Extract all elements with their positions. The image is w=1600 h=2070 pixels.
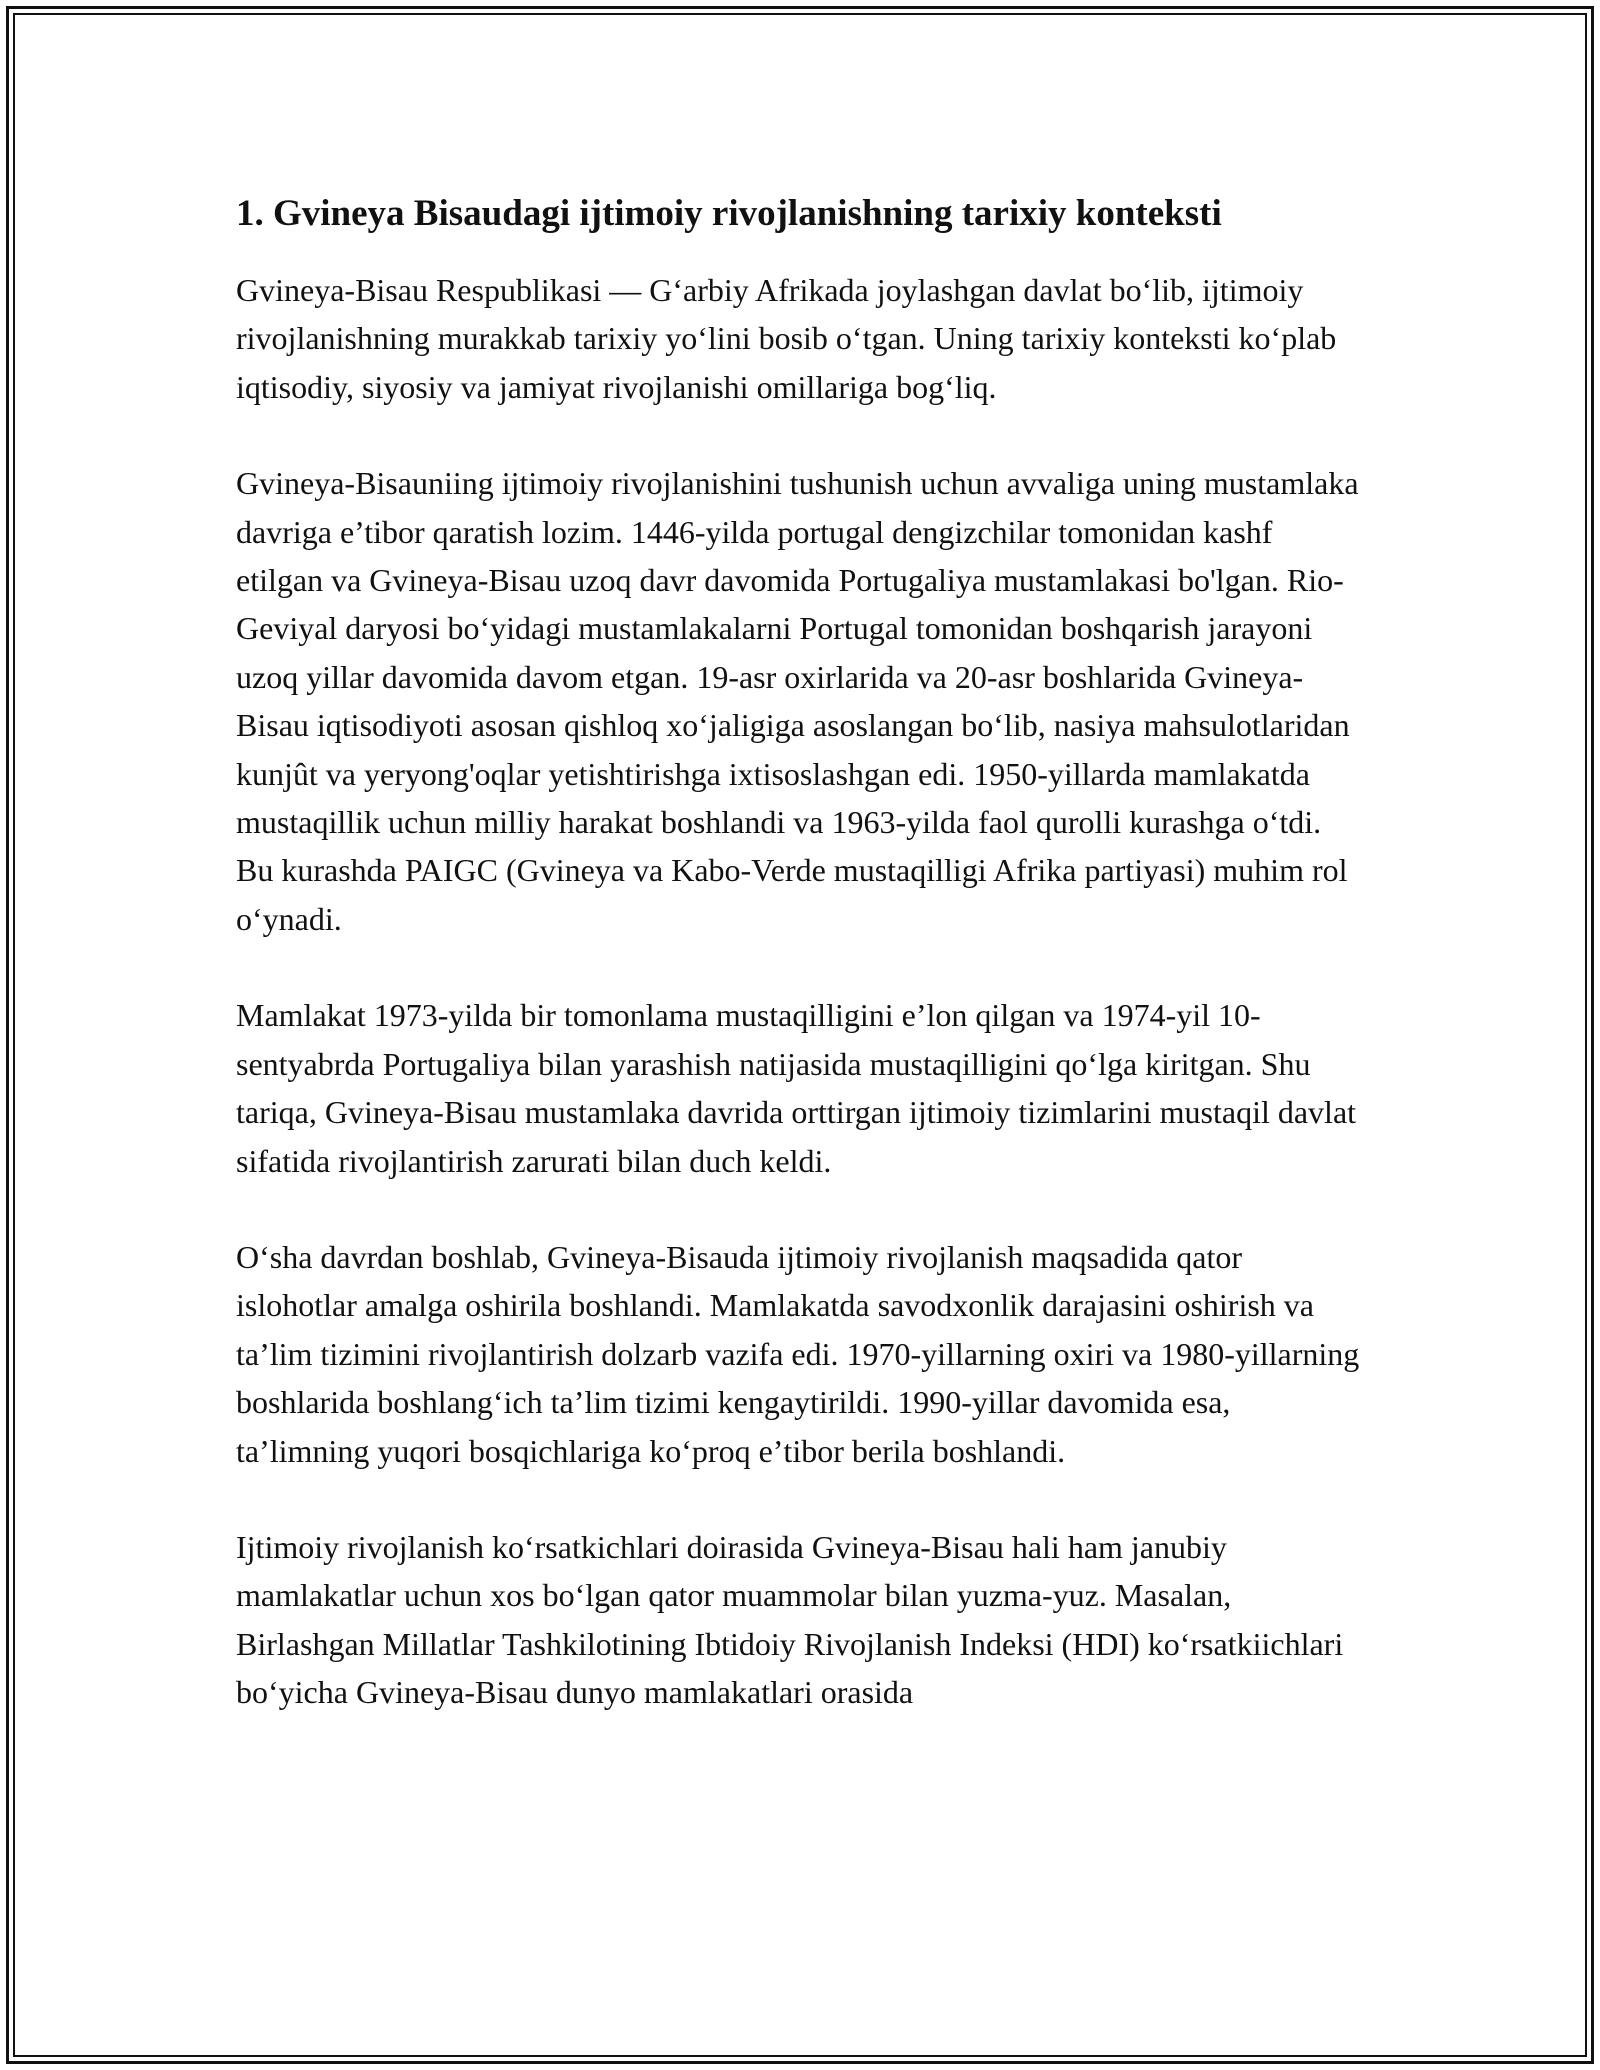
paragraph-reforms: O‘sha davrdan boshlab, Gvineya-Bisauda ijtimoiy rivojlanish maqsadida qator islohotlar amalga oshirila boshlandi. Mamlakatda savodxonlik darajasini oshirish va ta’lim tizimini rivojlantirish dolzarb vazifa edi. 1970-yillarning oxiri va 1980-yillarning boshlarida boshlang‘ich ta’lim tizimi kengaytirildi. 1990-yillar davomida esa, ta’limning yuqori bosqichlariga ko‘proq eʼtibor berila boshlandi. (236, 1238, 1360, 1469)
paragraph-independence: Mamlakat 1973-yilda bir tomonlama mustaqilligini e’lon qilgan va 1974-yil 10-sentyabrda Portugaliya bilan yarashish natijasida mustaqilligini qo‘lga kiritgan. Shu tariqa, Gvineya-Bisau mustamlaka davrida orttirgan ijtimoiy tizimlarini mustaqil davlat sifatida rivojlantirish zarurati bilan duch keldi. (236, 997, 1357, 1179)
document-body (236, 186, 1366, 1765)
paragraph-development-indicators: Ijtimoiy rivojlanish ko‘rsatkichlari doirasida Gvineya-Bisau hali ham janubiy mamlakatlar uchun xos bo‘lgan qator muammolar bilan yuzma-yuz. Masalan, Birlashgan Millatlar Tashkilotining Ibtidoiy Rivojlanish Indeksi (HDI) ko‘rsatkiichlari bo‘yicha Gvineya-Bisau dunyo mamlakatlari orasida (236, 1528, 1344, 1711)
section-heading: 1. Gvineya Bisaudagi ijtimoiy rivojlanishning tarixiy konteksti (236, 193, 1222, 234)
paragraph-intro: Gvineya-Bisau Respublikasi — G‘arbiy Afrikada joylashgan davlat bo‘lib, ijtimoiy rivojlanishning murakkab tarixiy yo‘lini bosib o‘tgan. Uning tarixiy konteksti ko‘plab iqtisodiy, siyosiy va jamiyat rivojlanishi omillariga bog‘liq. (236, 272, 1337, 405)
paragraph-colonial-period: Gvineya-Bisauniing ijtimoiy rivojlanishini tushunish uchun avvaliga uning mustamlaka davriga e’tibor qaratish lozim. 1446-yilda portugal dengizchilar tomonidan kashf etilgan va Gvineya-Bisau uzoq davr davomida Portugaliya mustamlakasi bo'lgan. Rio-Geviyal daryosi bo‘yidagi mustamlakalarni Portugal tomonidan boshqarish jarayoni uzoq yillar davomida davom etgan. 19-asr oxirlarida va 20-asr boshlarida Gvineya-Bisau iqtisodiyoti asosan qishloq xo‘jaligiga asoslangan bo‘lib, nasiya mahsulotlaridan kunjût va yeryong'oqlar yetishtirishga ixtisoslashgan edi. 1950-yillarda mamlakatda mustaqillik uchun milliy harakat boshlandi va 1963-yilda faol qurolli kurashga o‘tdi. Bu kurashda PAIGC (Gvineya va Kabo-Verde mustaqilligi Afrika partiyasi) muhim rol o‘ynadi. (236, 465, 1359, 937)
